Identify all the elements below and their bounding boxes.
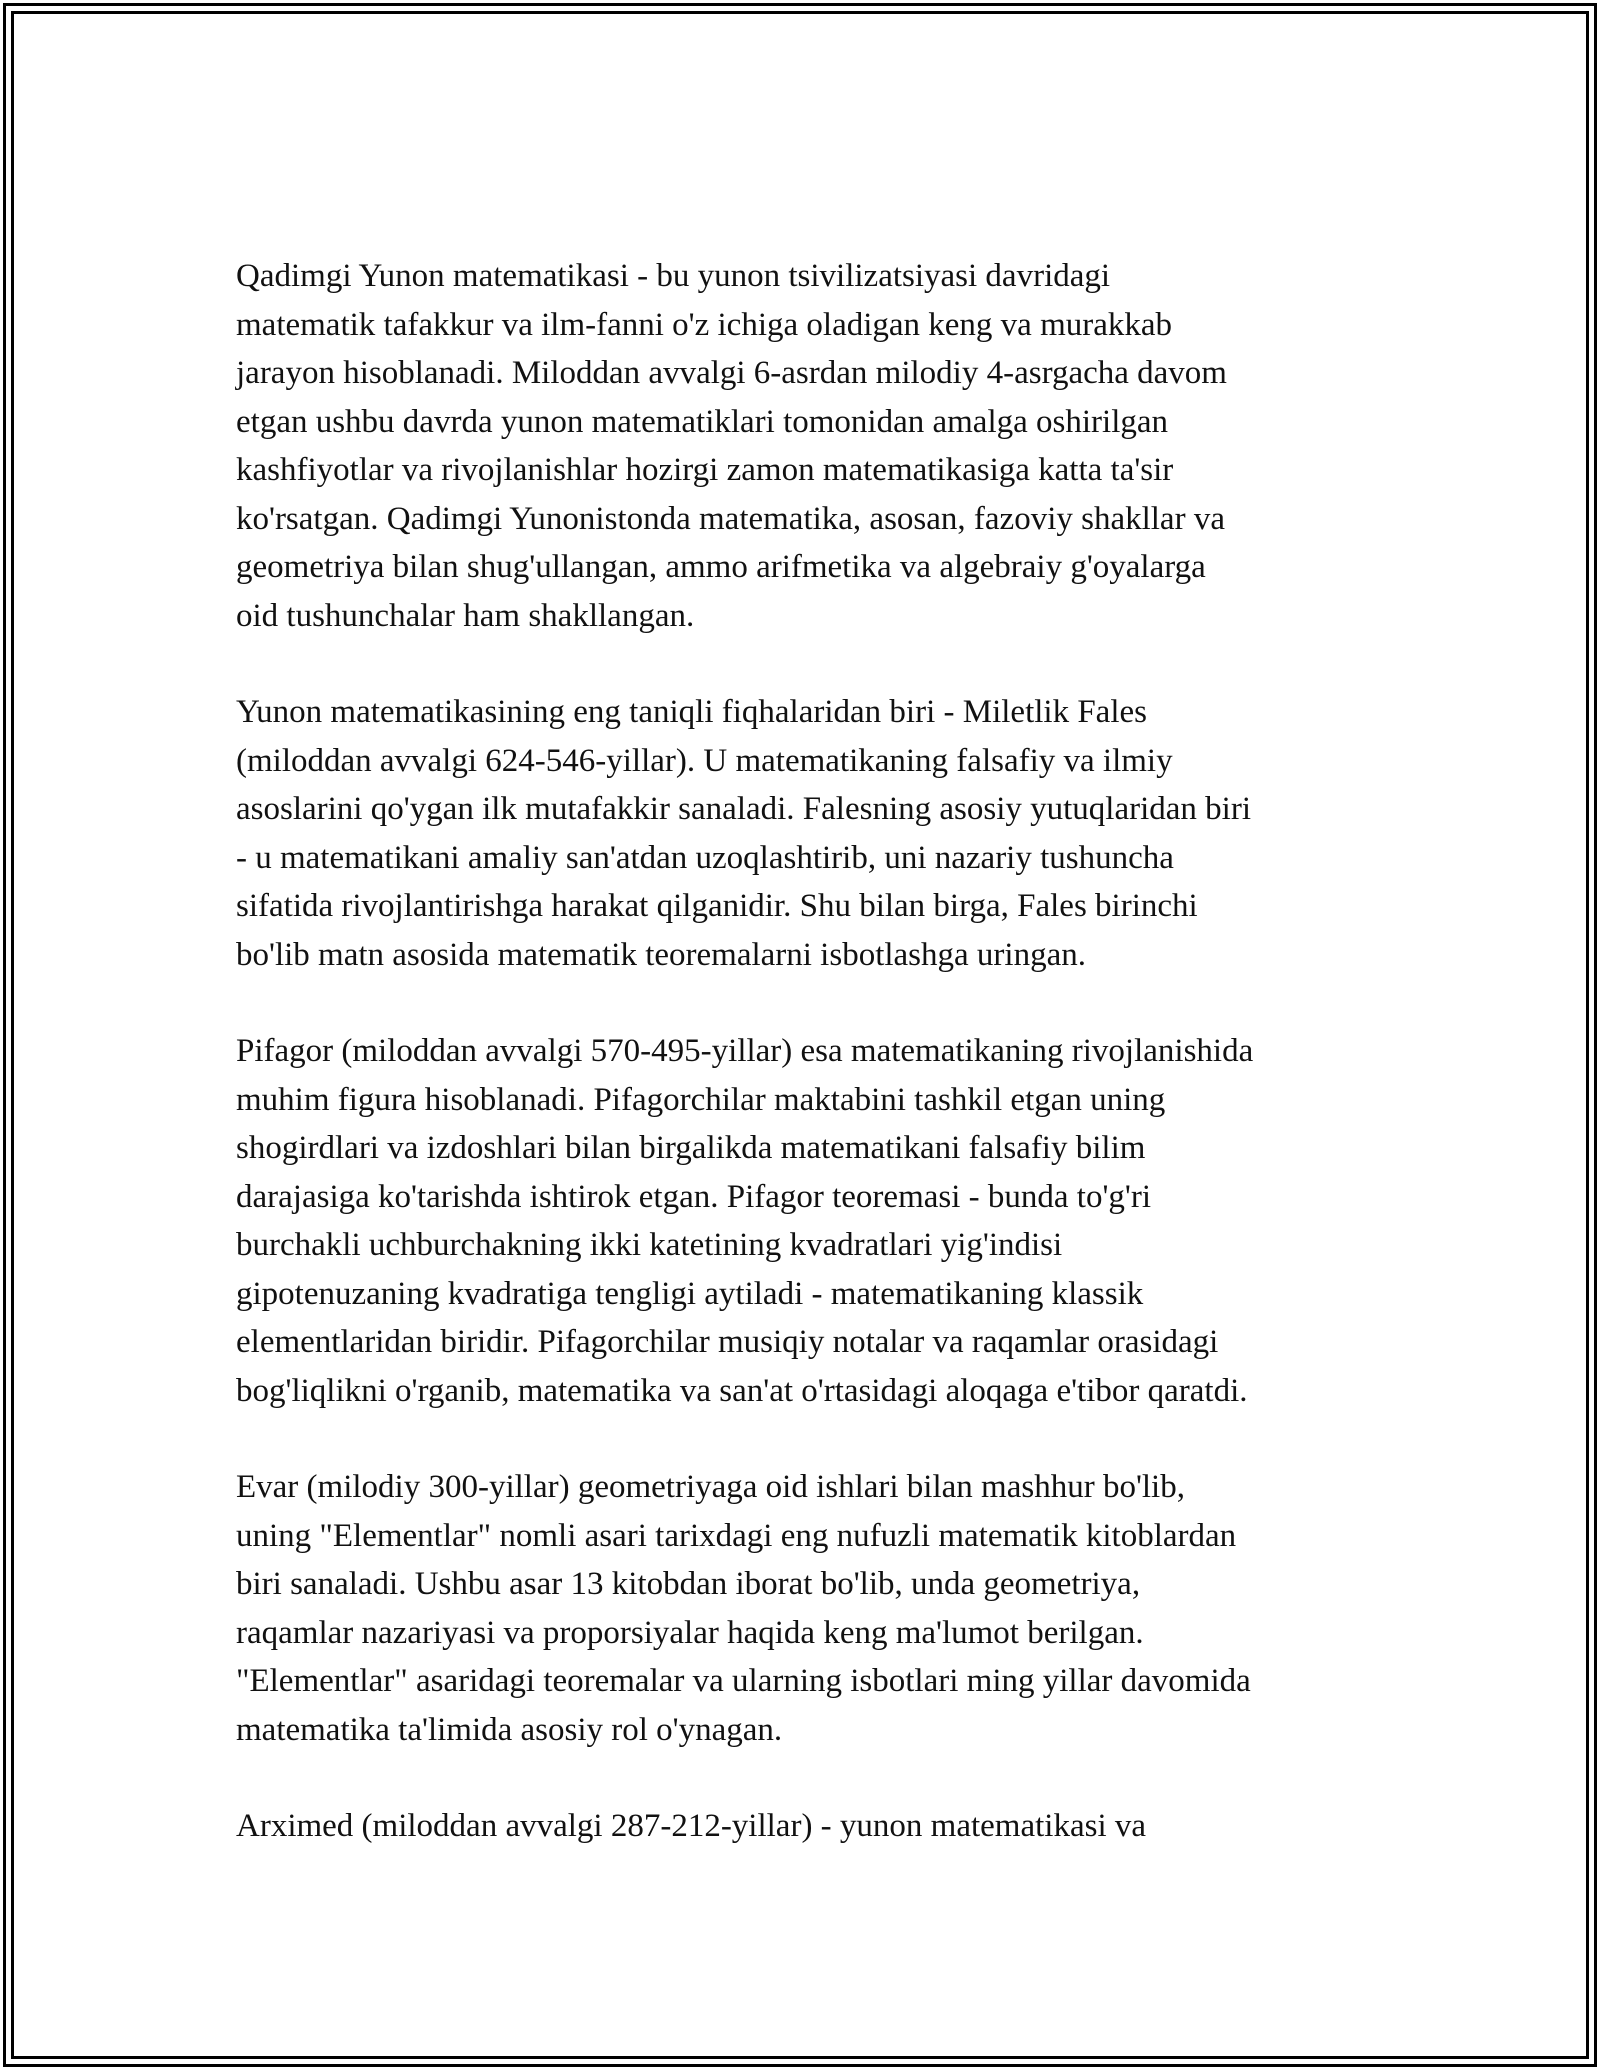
text-line: bo'lib matn asosida matematik teoremalarni isbotlashga uringan. <box>236 936 1086 973</box>
text-line: ko'rsatgan. Qadimgi Yunonistonda matematika, asosan, fazoviy shakllar va <box>236 500 1225 537</box>
text-line: bog'liqlikni o'rganib, matematika va san'at o'rtasidagi aloqaga e'tibor qaratdi. <box>236 1372 1248 1409</box>
text-line: (miloddan avvalgi 624-546-yillar). U matematikaning falsafiy va ilmiy <box>236 742 1173 779</box>
text-line: shogirdlari va izdoshlari bilan birgalikda matematikani falsafiy bilim <box>236 1130 1146 1166</box>
text-line: kashfiyotlar va rivojlanishlar hozirgi zamon matematikasiga katta ta'sir <box>236 452 1174 488</box>
text-line: oid tushunchalar ham shakllangan. <box>236 597 695 634</box>
text-line: Pifagor (miloddan avvalgi 570-495-yillar) esa matematikaning rivojlanishida <box>236 1033 1254 1069</box>
text-line: Yunon matematikasining eng taniqli fiqhalaridan biri - Miletlik Fales <box>236 694 1147 730</box>
text-line: jarayon hisoblanadi. Miloddan avvalgi 6-asrdan milodiy 4-asrgacha davom <box>236 355 1227 391</box>
text-line: etgan ushbu davrda yunon matematiklari tomonidan amalga oshirilgan <box>236 403 1169 440</box>
document-body <box>236 252 1386 1899</box>
text-line: Qadimgi Yunon matematikasi - bu yunon tsivilizatsiyasi davridagi <box>236 258 1111 294</box>
paragraph-thales <box>236 688 1386 979</box>
text-line: Arximed (miloddan avvalgi 287-212-yillar) - yunon matematikasi va <box>236 1808 1147 1844</box>
text-line: "Elementlar" asaridagi teoremalar va ularning isbotlari ming yillar davomida <box>236 1663 1251 1699</box>
text-line: uning "Elementlar" nomli asari tarixdagi eng nufuzli matematik kitoblardan <box>236 1517 1237 1554</box>
paragraph-euclid <box>236 1463 1386 1754</box>
text-line: biri sanaladi. Ushbu asar 13 kitobdan iborat bo'lib, unda geometriya, <box>236 1566 1141 1602</box>
text-line: burchakli uchburchakning ikki katetining kvadratlari yig'indisi <box>236 1227 1063 1263</box>
text-line: geometriya bilan shug'ullangan, ammo arifmetika va algebraiy g'oyalarga <box>236 549 1206 585</box>
text-line: - u matematikani amaliy san'atdan uzoqlashtirib, uni nazariy tushuncha <box>236 839 1174 876</box>
text-line: muhim figura hisoblanadi. Pifagorchilar maktabini tashkil etgan uning <box>236 1081 1166 1118</box>
text-line: raqamlar nazariyasi va proporsiyalar haqida keng ma'lumot berilgan. <box>236 1614 1144 1651</box>
text-line: gipotenuzaning kvadratiga tengligi aytiladi - matematikaning klassik <box>236 1275 1144 1312</box>
paragraph-pythagoras <box>236 1027 1386 1415</box>
text-line: elementlaridan biridir. Pifagorchilar musiqiy notalar va raqamlar orasidagi <box>236 1324 1219 1360</box>
text-line: Evar (milodiy 300-yillar) geometriyaga oid ishlari bilan mashhur bo'lib, <box>236 1469 1185 1505</box>
text-line: asoslarini qo'ygan ilk mutafakkir sanaladi. Falesning asosiy yutuqlaridan biri <box>236 791 1251 827</box>
paragraph-greek-mathematics-intro <box>236 252 1386 640</box>
text-line: matematik tafakkur va ilm-fanni o'z ichiga oladigan keng va murakkab <box>236 306 1173 343</box>
text-line: sifatida rivojlantirishga harakat qilganidir. Shu bilan birga, Fales birinchi <box>236 888 1198 924</box>
paragraph-archimedes <box>236 1802 1386 1851</box>
text-line: matematika ta'limida asosiy rol o'ynagan. <box>236 1711 783 1748</box>
text-line: darajasiga ko'tarishda ishtirok etgan. Pifagor teoremasi - bunda to'g'ri <box>236 1178 1151 1215</box>
